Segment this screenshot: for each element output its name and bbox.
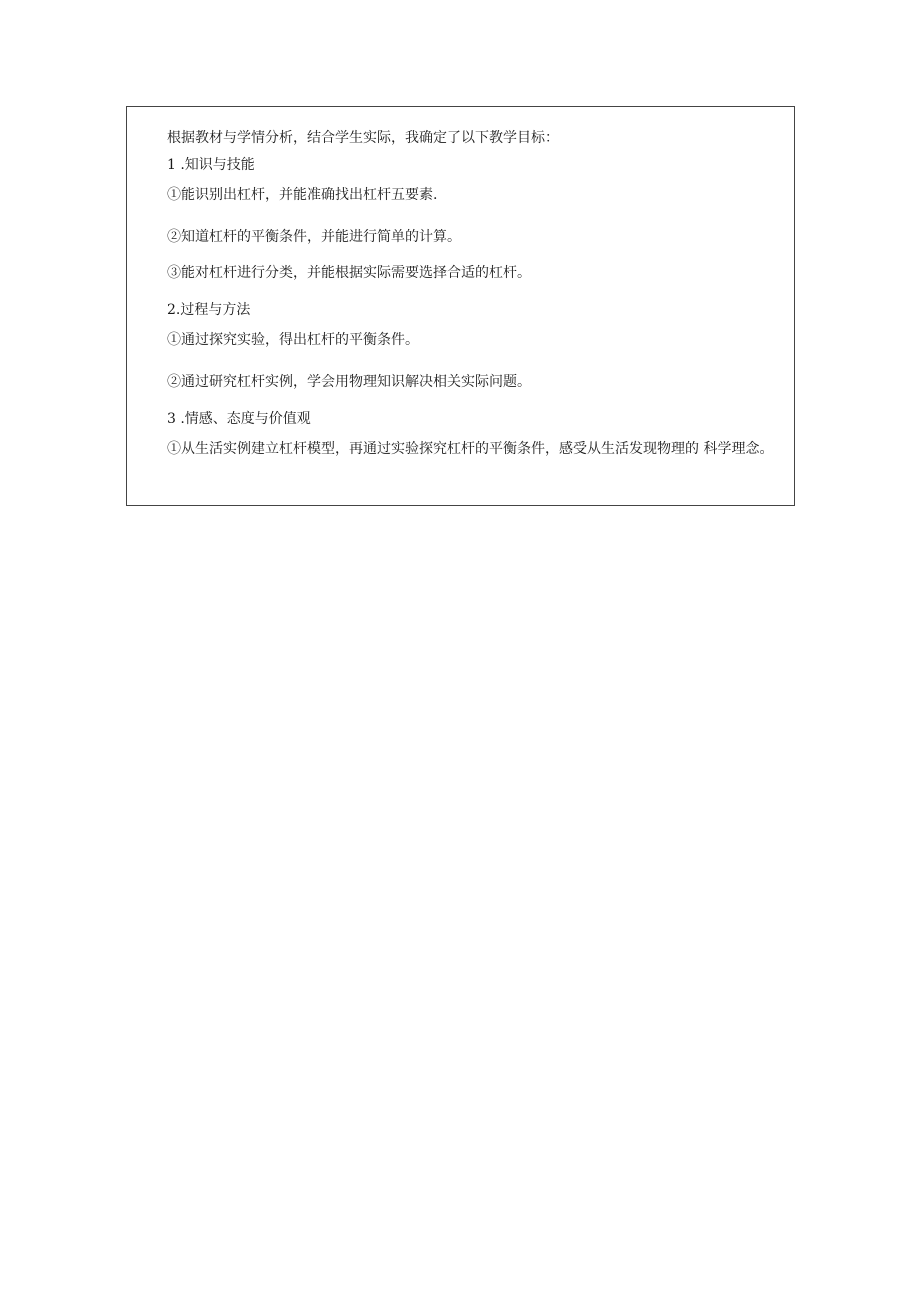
objective-item: ①能识别出杠杆，并能准确找出杠杆五要素.	[167, 187, 438, 203]
objective-item: ②通过研究杠杆实例，学会用物理知识解决相关实际问题。	[167, 374, 531, 390]
teaching-objectives-box	[126, 106, 795, 506]
objective-item: ①从生活实例建立杠杆模型，再通过实验探究杠杆的平衡条件，感受从生活发现物理的 科学理念。	[167, 441, 774, 457]
section-heading-emotion-values: 3 .情感、态度与价值观	[167, 411, 311, 427]
objective-item: ①通过探究实验，得出杠杆的平衡条件。	[167, 332, 419, 348]
objective-item: ②知道杠杆的平衡条件，并能进行简单的计算。	[167, 229, 461, 245]
intro-text: 根据教材与学情分析，结合学生实际，我确定了以下教学目标：	[167, 130, 559, 146]
section-heading-process-methods: 2.过程与方法	[167, 302, 251, 318]
section-heading-knowledge-skills: 1 .知识与技能	[167, 157, 255, 173]
objective-item: ③能对杠杆进行分类，并能根据实际需要选择合适的杠杆。	[167, 265, 531, 281]
